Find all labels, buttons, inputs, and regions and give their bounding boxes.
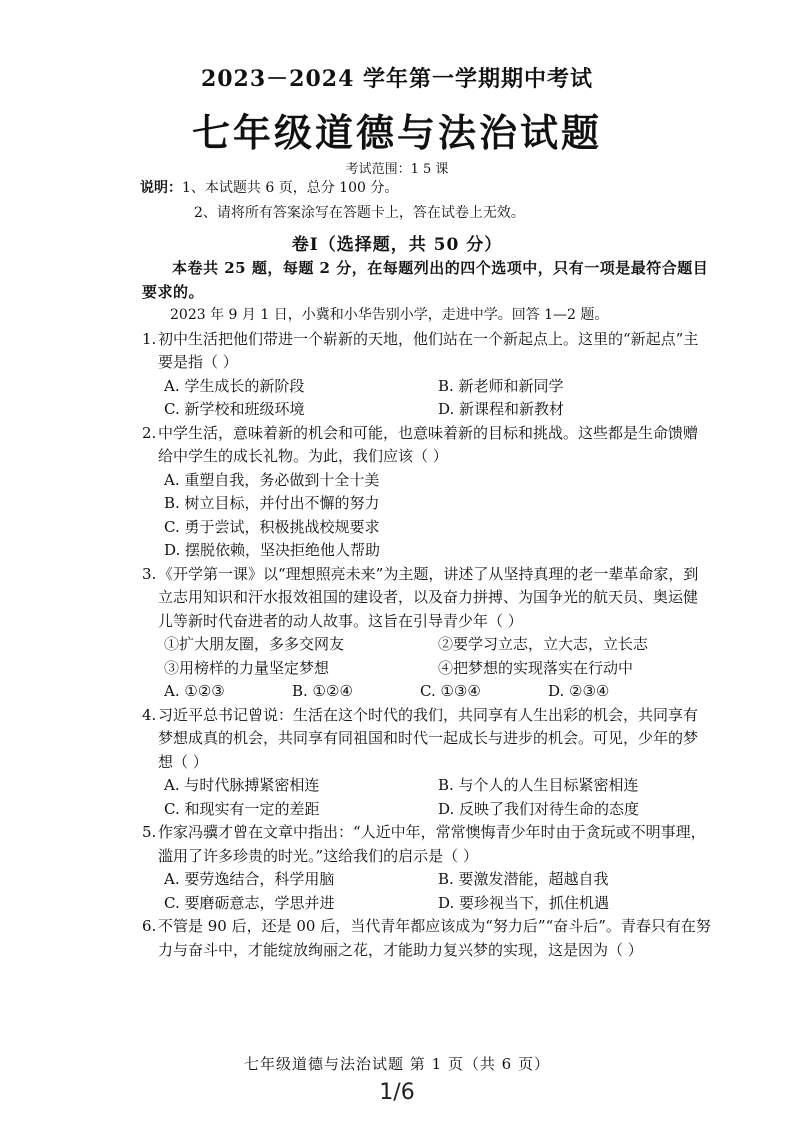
option-b[interactable]: B. 要激发潜能，超越自我: [438, 870, 609, 888]
question-stem: 《开学第一课》以“理想照亮未来”为主题，讲述了从坚持真理的老一辈革命家，到立志用知识和汗水报效祖国的建设者，以及奋力拼搏、为国争光的航天员、奥运健儿等新时代奋进者的动人故事。这旨在引导青少年（ ）: [158, 564, 699, 630]
option-b[interactable]: B. ①②④: [292, 682, 353, 700]
option-d[interactable]: D. 新课程和新教材: [438, 400, 565, 418]
instructions: [140, 176, 525, 226]
question-number: 1.: [142, 329, 157, 348]
option-c[interactable]: C. 和现实有一定的差距: [164, 799, 320, 818]
option-c[interactable]: C. 新学校和班级环境: [164, 400, 305, 418]
page-footer: 七年级道德与法治试题 第 1 页（共 6 页）: [244, 1055, 550, 1073]
option-d[interactable]: D. 要珍视当下，抓住机遇: [438, 893, 610, 912]
question-number: 6.: [142, 917, 157, 935]
question-3: [142, 563, 712, 704]
option-a[interactable]: A. 学生成长的新阶段: [164, 376, 305, 395]
question-number: 2.: [142, 423, 157, 442]
option-a[interactable]: A. 要劳逸结合，科学用脑: [164, 870, 335, 888]
question-1: [142, 328, 712, 422]
option-b[interactable]: B. 新老师和新同学: [438, 376, 564, 395]
statement-2: ②要学习立志，立大志，立长志: [438, 635, 649, 653]
option-a[interactable]: A. 与时代脉搏紧密相连: [164, 776, 320, 794]
question-4: [142, 704, 712, 822]
question-stem: 初中生活把他们带进一个崭新的天地，他们站在一个新起点上。这里的“新起点”主要是指（ ）: [158, 329, 699, 371]
instruction-line-1: 1、本试题共 6 页，总分 100 分。: [182, 180, 399, 196]
exam-scope: 考试范围：1 5 课: [345, 162, 449, 177]
option-a[interactable]: A. 重塑自我，务必做到十全十美: [164, 470, 380, 489]
question-number: 4.: [142, 705, 157, 724]
question-stem: 中学生活，意味着新的机会和可能，也意味着新的目标和挑战。这些都是生命馈赠给中学生的成长礼物。为此，我们应该（ ）: [158, 423, 699, 465]
question-stem: 作家冯骥才曾在文章中指出：“人近中年，常常懊悔青少年时由于贪玩或不明事理，滥用了许多珍贵的时光。”这给我们的启示是（ ）: [158, 823, 706, 865]
option-c[interactable]: C. 要磨砺意志，学思并进: [164, 893, 335, 912]
statement-4: ④把梦想的实现落实在行动中: [438, 658, 634, 677]
instruction-line-2: 2、请将所有答案涂写在答题卡上，答在试卷上无效。: [194, 205, 525, 221]
question-stem: 习近平总书记曾说：生活在这个时代的我们，共同享有人生出彩的机会，共同享有梦想成真的机会，共同享有同祖国和时代一起成长与进步的机会。可见，少年的梦想（ ）: [158, 705, 699, 771]
subject-title: 七年级道德与法治试题: [191, 110, 602, 155]
question-2: [142, 422, 712, 563]
option-d[interactable]: D. ②③④: [548, 682, 610, 700]
question-number: 3.: [142, 564, 157, 583]
question-6: [142, 915, 712, 962]
section-intro: 本卷共 25 题，每题 2 分，在每题列出的四个选项中，只有一项是最符合题目要求的。: [142, 259, 709, 301]
option-b[interactable]: B. 与个人的人生目标紧密相连: [438, 776, 639, 794]
question-context: 2023 年 9 月 1 日，小冀和小华告别小学，走进中学。回答 1—2 题。: [170, 307, 609, 323]
exam-title: 2023－2024 学年第一学期期中考试: [200, 66, 594, 92]
option-d[interactable]: D. 反映了我们对待生命的态度: [438, 799, 640, 818]
option-c[interactable]: C. 勇于尝试，积极挑战校规要求: [164, 517, 380, 536]
statement-3: ③用榜样的力量坚定梦想: [164, 658, 330, 677]
option-d[interactable]: D. 摆脱依赖，坚决拒绝他人帮助: [164, 541, 381, 559]
option-b[interactable]: B. 树立目标，并付出不懈的努力: [164, 494, 380, 512]
option-a[interactable]: A. ①②③: [164, 682, 225, 700]
question-body: [142, 257, 712, 962]
section-title: 卷Ⅰ（选择题，共 50 分）: [291, 235, 503, 255]
instructions-label: 说明：: [140, 180, 182, 196]
page-indicator: 1/6: [379, 1080, 415, 1105]
option-c[interactable]: C. ①③④: [420, 682, 481, 700]
question-stem: 不管是 90 后，还是 00 后，当代青年都应该成为“努力后”“奋斗后”。青春只有在努力与奋斗中，才能绽放绚丽之花，才能助力复兴梦的实现，这是因为（ ）: [158, 917, 711, 959]
question-5: [142, 821, 712, 915]
question-number: 5.: [142, 823, 157, 841]
statement-1: ①扩大朋友圈，多多交网友: [164, 635, 345, 653]
